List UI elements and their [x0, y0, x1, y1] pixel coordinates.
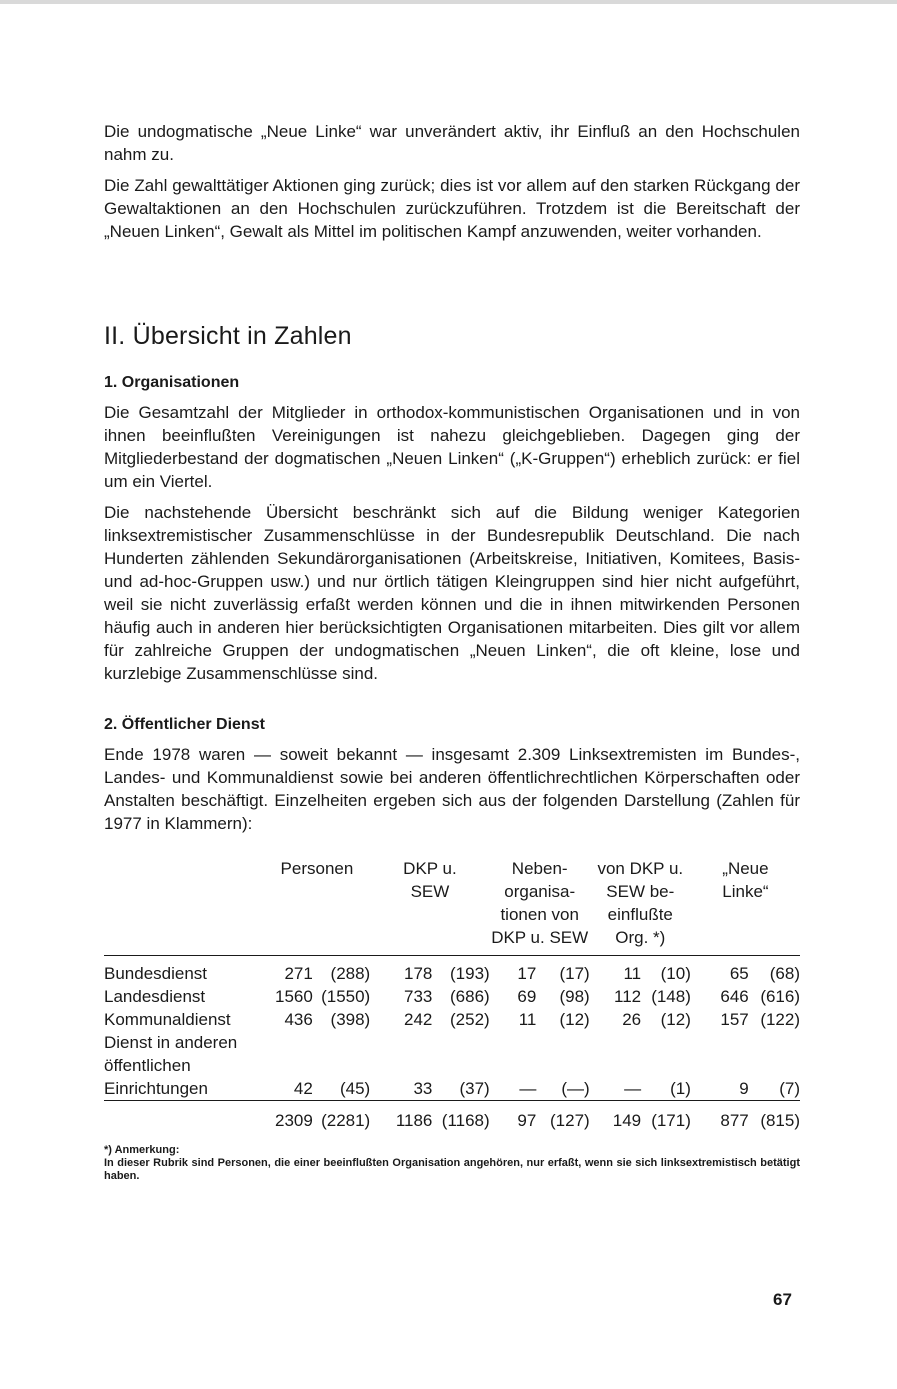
- cell-value: 436: [284, 1010, 313, 1029]
- cell-value: 11: [623, 964, 642, 983]
- cell-prev: (98): [559, 987, 590, 1006]
- cell-value: 42: [293, 1079, 313, 1098]
- page-top-edge: [0, 0, 897, 4]
- cell-prev: (12): [660, 1010, 691, 1029]
- organisationen-paragraph-1: Die Gesamtzahl der Mitglieder in orthodox-kommunistischen Organisationen und in von ihnen beeinflußten Vereinigungen ist nahezu gleichgeblieben. Dagegen ging der Mitgliederbestand der dogmatischen „Neuen Linken“ („K-Gruppen“) erheblich zurück: er fiel um ein Viertel.: [104, 403, 800, 491]
- cell-prev: (68): [769, 964, 800, 983]
- dienst-heading: 2. Öffentlicher Dienst: [104, 716, 265, 733]
- cell-prev: (7): [779, 1079, 800, 1098]
- row-label: Landesdienst: [104, 987, 206, 1006]
- table-row: [104, 956, 800, 986]
- total-label: [104, 1101, 264, 1133]
- cell-value: 33: [413, 1079, 433, 1098]
- cell-prev: (10): [660, 964, 691, 983]
- cell-prev: (398): [330, 1010, 371, 1029]
- cell-value: 26: [622, 1010, 642, 1029]
- page-content: [104, 120, 800, 1183]
- cell-value: 733: [404, 987, 433, 1006]
- section-title: II. Übersicht in Zahlen: [104, 322, 352, 350]
- footnote-title: *) Anmerkung:: [104, 1144, 180, 1156]
- cell-prev: (193): [450, 964, 490, 983]
- header-beeinflusst: von DKP u. SEW be-einflußte Org. *): [590, 857, 691, 956]
- cell-value: 112: [614, 987, 642, 1006]
- header-neue: „Neue Linke“: [691, 857, 800, 956]
- page-number: 67: [773, 1290, 792, 1309]
- cell-value: 157: [720, 1010, 749, 1029]
- intro-paragraph-1: Die undogmatische „Neue Linke“ war unverändert aktiv, ihr Einfluß an den Hochschulen nahm zu.: [104, 122, 800, 164]
- total-value: 2309: [264, 1101, 313, 1133]
- cell-prev: (122): [760, 1010, 800, 1029]
- table-row: [104, 985, 800, 1008]
- total-prev: (127): [536, 1101, 589, 1133]
- cell-prev: (148): [651, 987, 691, 1006]
- organisationen-heading: 1. Organisationen: [104, 374, 240, 391]
- cell-prev: (252): [450, 1010, 490, 1029]
- total-prev: (815): [749, 1101, 800, 1133]
- total-value: 97: [490, 1101, 537, 1133]
- cell-prev: (288): [330, 964, 371, 983]
- row-label: Kommunaldienst: [104, 1010, 231, 1029]
- cell-prev: (37): [459, 1079, 490, 1098]
- cell-value: —: [519, 1079, 537, 1098]
- header-neben: Neben-organisa-tionen von DKP u. SEW: [490, 857, 590, 956]
- table-row: [104, 1008, 800, 1031]
- table-total-row: [104, 1101, 800, 1133]
- organisationen-paragraph-2: Die nachstehende Übersicht beschränkt sich auf die Bildung weniger Kategorien linksextremistischer Zusammenschlüsse in der Bundesrepublik Deutschland. Die nach Hunderten zählenden Sekundärorganisationen (Arbeitskreise, Initiativen, Komitees, Basis- und ad-hoc-Gruppen usw.) und nur örtlich tätigen Kleingruppen sind hier nicht aufgeführt, weil sie nicht zuverlässig erfaßt werden können und die in ihnen mitwirkenden Personen häufig auch in anderen hier berücksichtigten Organisationen mitarbeiten. Dies gilt vor allem für zahlreiche Gruppen der undogmatischen „Neuen Linken“, die oft kleine, lose und kurzlebige Zusammenschlüsse sind.: [104, 503, 800, 683]
- cell-prev: (—): [561, 1079, 590, 1098]
- cell-prev: (686): [450, 987, 490, 1006]
- row-label: Dienst in anderen öffentlichen Einrichtungen: [104, 1033, 238, 1098]
- footnote-text: In dieser Rubrik sind Personen, die einer beeinflußten Organisation angehören, nur erfaßt, wenn sie sich linksextremistisch betätigt haben.: [104, 1157, 800, 1182]
- header-dkp: DKP u. SEW: [370, 857, 489, 956]
- table-row: [104, 1031, 800, 1101]
- cell-value: 11: [518, 1010, 537, 1029]
- cell-value: 65: [729, 964, 749, 983]
- public-service-table: [104, 857, 800, 1132]
- header-personen: Personen: [264, 857, 371, 956]
- row-label: Bundesdienst: [104, 964, 208, 983]
- cell-value: 178: [404, 964, 433, 983]
- cell-value: 9: [739, 1079, 749, 1098]
- total-prev: (2281): [313, 1101, 370, 1133]
- intro-paragraph-2: Die Zahl gewalttätiger Aktionen ging zurück; dies ist vor allem auf den starken Rückgang der Gewaltaktionen an den Hochschulen zurückzuführen. Trotzdem ist die Bereitschaft der „Neuen Linken“, Gewalt als Mittel im politischen Kampf anzuwenden, weiter vorhanden.: [104, 176, 800, 241]
- cell-prev: (12): [559, 1010, 590, 1029]
- cell-value: 69: [517, 987, 537, 1006]
- cell-value: 646: [720, 987, 749, 1006]
- cell-prev: (1): [670, 1079, 691, 1098]
- cell-value: 271: [284, 964, 313, 983]
- total-prev: (1168): [432, 1101, 489, 1133]
- total-prev: (171): [641, 1101, 691, 1133]
- cell-value: 17: [517, 964, 537, 983]
- total-value: 877: [691, 1101, 749, 1133]
- total-value: 149: [590, 1101, 641, 1133]
- cell-value: 1560: [274, 987, 313, 1006]
- cell-prev: (616): [760, 987, 800, 1006]
- cell-prev: (17): [559, 964, 590, 983]
- dienst-paragraph: Ende 1978 waren — soweit bekannt — insgesamt 2.309 Linksextremisten im Bundes-, Landes- und Kommunaldienst sowie bei anderen öffentlichrechtlichen Körperschaften oder Anstalten beschäftigt. Einzelheiten ergeben sich aus der folgenden Darstellung (Zahlen für 1977 in Klammern):: [104, 745, 800, 833]
- total-value: 1186: [370, 1101, 432, 1133]
- header-organisation: [104, 857, 264, 956]
- cell-prev: (1550): [321, 987, 371, 1006]
- cell-value: 242: [404, 1010, 433, 1029]
- cell-value: —: [624, 1079, 642, 1098]
- cell-prev: (45): [339, 1079, 371, 1098]
